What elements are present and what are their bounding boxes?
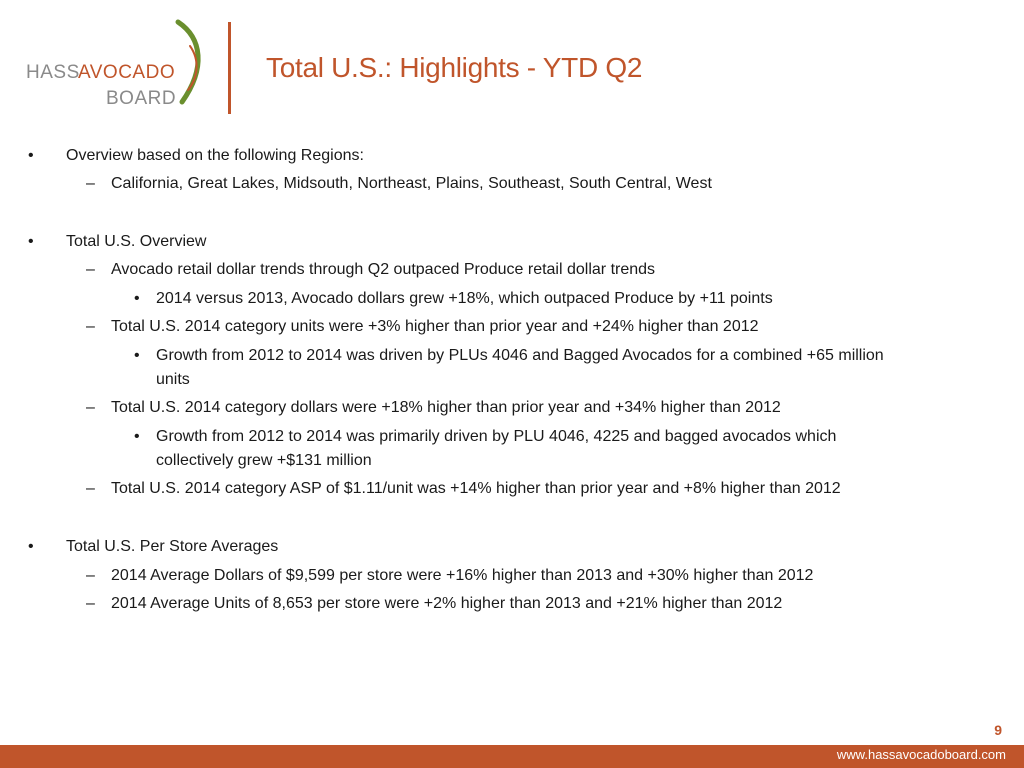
footer-bar (0, 745, 1024, 768)
bullet-total-us-overview: Total U.S. Overview (66, 233, 207, 250)
dash-marker: – (86, 595, 95, 612)
sub-bullet-category-dollars: Total U.S. 2014 category dollars were +18% higher than prior year and +34% higher than 2012 (111, 399, 781, 416)
bullet-overview-regions: Overview based on the following Regions: (66, 147, 364, 164)
sub-bullet-average-dollars: 2014 Average Dollars of $9,599 per store were +16% higher than 2013 and +30% higher than 2012 (111, 567, 814, 584)
dash-marker: – (86, 261, 95, 278)
bullet-marker: • (28, 233, 34, 250)
logo-avocado-text: AVOCADO (78, 62, 176, 83)
sub-bullet-dollar-trends: Avocado retail dollar trends through Q2 outpaced Produce retail dollar trends (111, 261, 656, 278)
sub-bullet-category-asp: Total U.S. 2014 category ASP of $1.11/unit was +14% higher than prior year and +8% higher than 2012 (111, 480, 841, 497)
avocado-swoosh-icon (172, 18, 212, 108)
dash-marker: – (86, 567, 95, 584)
bullet-marker: • (134, 428, 140, 445)
logo-hass-text: HASS (26, 62, 80, 83)
dash-marker: – (86, 480, 95, 497)
logo-board-text: BOARD (106, 88, 177, 109)
bullet-marker: • (134, 290, 140, 307)
bullet-marker: • (28, 147, 34, 164)
bullet-marker: • (134, 347, 140, 364)
sub-bullet-average-units: 2014 Average Units of 8,653 per store were +2% higher than 2013 and +21% higher than 2012 (111, 595, 783, 612)
slide-title: Total U.S.: Highlights - YTD Q2 (266, 52, 643, 83)
dash-marker: – (86, 175, 95, 192)
footer-website-link[interactable]: www.hassavocadoboard.com (836, 747, 1006, 762)
sub-sub-bullet-dollars-growth: Growth from 2012 to 2014 was primarily driven by PLU 4046, 4225 and bagged avocados which (156, 428, 837, 445)
sub-bullet-regions-list: California, Great Lakes, Midsouth, Northeast, Plains, Southeast, South Central, West (111, 175, 712, 192)
bullet-marker: • (28, 538, 34, 555)
header-divider (228, 22, 231, 114)
sub-sub-bullet-units-growth-cont: units (156, 371, 190, 388)
sub-sub-bullet-dollars-grew: 2014 versus 2013, Avocado dollars grew +18%, which outpaced Produce by +11 points (156, 290, 773, 307)
dash-marker: – (86, 399, 95, 416)
dash-marker: – (86, 318, 95, 335)
sub-sub-bullet-units-growth: Growth from 2012 to 2014 was driven by PLUs 4046 and Bagged Avocados for a combined +65 million (156, 347, 884, 364)
bullet-per-store-averages: Total U.S. Per Store Averages (66, 538, 279, 555)
hass-avocado-board-logo (22, 18, 222, 113)
sub-sub-bullet-dollars-growth-cont: collectively grew +$131 million (156, 452, 372, 469)
page-number: 9 (994, 722, 1002, 738)
sub-bullet-category-units: Total U.S. 2014 category units were +3% higher than prior year and +24% higher than 2012 (111, 318, 759, 335)
